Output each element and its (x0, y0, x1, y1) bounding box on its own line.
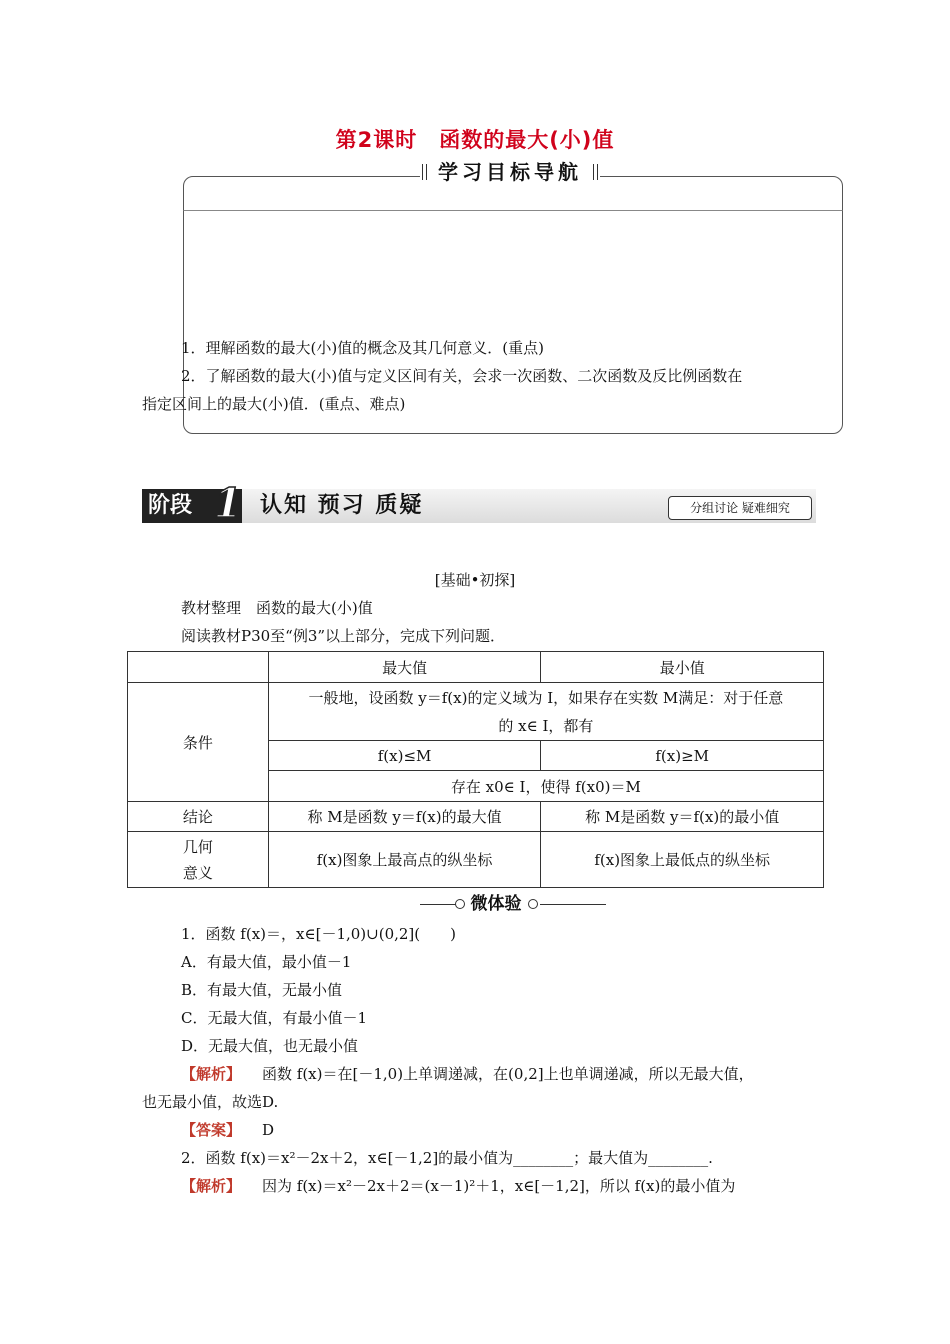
geometry-label-line-1: 几何 (182, 837, 213, 856)
q1-option-d: D．无最大值，也无最小值 (181, 1037, 359, 1055)
condition-text-line-2: 的 x∈ I，都有 (498, 716, 594, 735)
stage-tag: 阶段 (142, 489, 242, 523)
q2-analysis-tag: 【解析】 (181, 1177, 242, 1195)
table-header-max: 最大值 (268, 652, 541, 683)
q1-option-a: A．有最大值，最小值－1 (181, 953, 352, 971)
table-header-empty (128, 652, 269, 683)
conclusion-label: 结论 (128, 802, 269, 832)
q1-option-b: B．有最大值，无最小值 (181, 981, 343, 999)
condition-text-line-1: 一般地，设函数 y＝f(x)的定义域为 I，如果存在实数 M满足：对于任意 (308, 688, 784, 707)
geometry-min: f(x)图象上最低点的纵坐标 (541, 832, 824, 888)
mini-divider-left (420, 904, 460, 905)
stage-title: 认知 预习 质疑 (260, 493, 424, 518)
geometry-label (128, 832, 269, 888)
condition-min: f(x)≥M (541, 741, 824, 771)
q1-answer: D (262, 1121, 275, 1139)
stage-number: 1 (214, 480, 242, 527)
q1-analysis-line-1: 函数 f(x)＝在[－1,0)上单调递减，在(0,2]上也单调递减，所以无最大值， (262, 1065, 754, 1083)
learning-goals-label: 学习目标导航 (420, 156, 600, 188)
geometry-max: f(x)图象上最高点的纵坐标 (268, 832, 541, 888)
mini-dot-left (455, 899, 465, 909)
learning-goals-inner-frame (183, 210, 843, 331)
goal-item-2: 2．了解函数的最大(小)值与定义区间有关，会求一次函数、二次函数及反比例函数在 (181, 367, 743, 385)
q2-analysis-line-1: 因为 f(x)＝x²－2x＋2＝(x－1)²＋1，x∈[－1,2]，所以 f(x)的最小值为 (262, 1177, 736, 1195)
goal-item-1: 1．理解函数的最大(小)值的概念及其几何意义．(重点) (181, 339, 544, 357)
section-label: [基础•初探] (434, 571, 516, 589)
table-header-min: 最小值 (541, 652, 824, 683)
stage-subtitle-badge: 分组讨论 疑难细究 (668, 496, 812, 520)
q1-answer-tag: 【答案】 (181, 1121, 242, 1139)
q1-option-c: C．无最大值，有最小值－1 (181, 1009, 368, 1027)
mini-experience-label: 微体验 (470, 894, 522, 914)
condition-max: f(x)≤M (268, 741, 541, 771)
conclusion-min: 称 M是函数 y＝f(x)的最小值 (541, 802, 824, 832)
q1-stem: 1．函数 f(x)＝，x∈[－1,0)∪(0,2]( ) (181, 925, 456, 943)
reading-note: 阅读教材P30至“例3”以上部分，完成下列问题． (181, 627, 506, 645)
max-min-table (127, 651, 824, 888)
condition-label: 条件 (128, 683, 269, 802)
condition-exists: 存在 x0∈ I，使得 f(x0)＝M (268, 771, 823, 802)
mini-divider-right (540, 904, 606, 905)
goal-item-2-cont: 指定区间上的最大(小)值．(重点、难点) (142, 395, 406, 413)
conclusion-max: 称 M是函数 y＝f(x)的最大值 (268, 802, 541, 832)
mini-dot-right (528, 899, 538, 909)
q1-analysis-tag: 【解析】 (181, 1065, 242, 1083)
material-title: 教材整理 函数的最大(小)值 (181, 599, 373, 617)
q1-analysis-line-2: 也无最小值，故选D. (142, 1093, 279, 1111)
page-title: 第2课时 函数的最大(小)值 (335, 128, 615, 152)
geometry-label-line-2: 意义 (182, 863, 213, 882)
q2-stem: 2．函数 f(x)＝x²－2x＋2，x∈[－1,2]的最小值为________；最大值为________. (181, 1149, 713, 1167)
condition-text (268, 683, 823, 741)
